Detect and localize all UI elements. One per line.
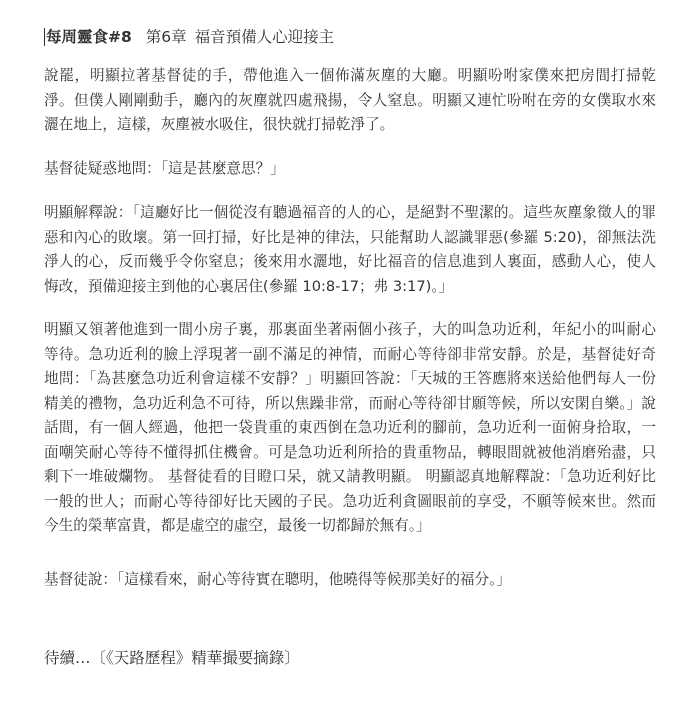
continued-footer: 待續…〔《天路歷程》精華撮要摘錄〕 bbox=[44, 649, 300, 667]
chapter-label: 第6章 bbox=[145, 28, 187, 46]
paragraph-2: 基督徒疑惑地問：「這是甚麼意思？」 bbox=[44, 160, 285, 177]
paragraph-1: 說罷，明顯拉著基督徒的手，帶他進入一個佈滿灰塵的大廳。明顯吩咐家僕來把房間打掃乾淨。但僕人剛剛動手，廳內的灰塵就四處飛揚，令人窒息。明顯又連忙吩咐在旁的女僕取水來灑在地上，這樣，灰塵被水吸住，很快就打掃乾淨了。 bbox=[44, 67, 656, 133]
page-header bbox=[44, 26, 334, 48]
paragraph-3: 明顯解釋說：「這廳好比一個從沒有聽過福音的人的心，是絕對不聖潔的。這些灰塵象徵人的罪惡和內心的敗壞。第一回打掃，好比是神的律法，只能幫助人認識罪惡(參羅 5:20)，卻無法洗淨人的心，反而幾乎令你窒息；後來用水灑地，好比福音的信息進到人裏面，感動人心，使人悔改，預備迎接主到他的心裏居住(參羅 10:8-17；弗 3:17)。」 bbox=[44, 204, 656, 295]
paragraph-4: 明顯又領著他進到一間小房子裏，那裏面坐著兩個小孩子，大的叫急功近利，年紀小的叫耐心等待。急功近利的臉上浮現著一副不滿足的神情，而耐心等待卻非常安靜。於是，基督徒好奇地問：「為甚麼急功近利會這樣不安靜？」明顯回答說：「天城的王答應將來送給他們每人一份精美的禮物，急功近利急不可待，所以焦躁非常，而耐心等待卻甘願等候，所以安閑自樂。」說話間，有一個人經過，他把一袋貴重的東西倒在急功近利的腳前，急功近利一面俯身拾取，一面嘲笑耐心等待不懂得抓住機會。可是急功近利所拾的貴重物品，轉眼間就被他消磨殆盡，只剩下一堆破爛物。 基督徒看的目瞪口呆，就又請教明顯。 明顯認真地解釋說：「急功近利好比一般的世人；而耐心等待卻好比天國的子民。急功近利貪圖眼前的享受，不願等候來世。然而今生的榮華富貴，都是虛空的虛空，最後一切都歸於無有。」 bbox=[44, 321, 656, 534]
chapter-title: 福音預備人心迎接主 bbox=[194, 28, 335, 46]
series-label: 每周靈食#8 bbox=[46, 28, 132, 46]
paragraph-5: 基督徒說：「這樣看來，耐心等待實在聰明，他曉得等候那美好的福分。」 bbox=[44, 571, 511, 588]
